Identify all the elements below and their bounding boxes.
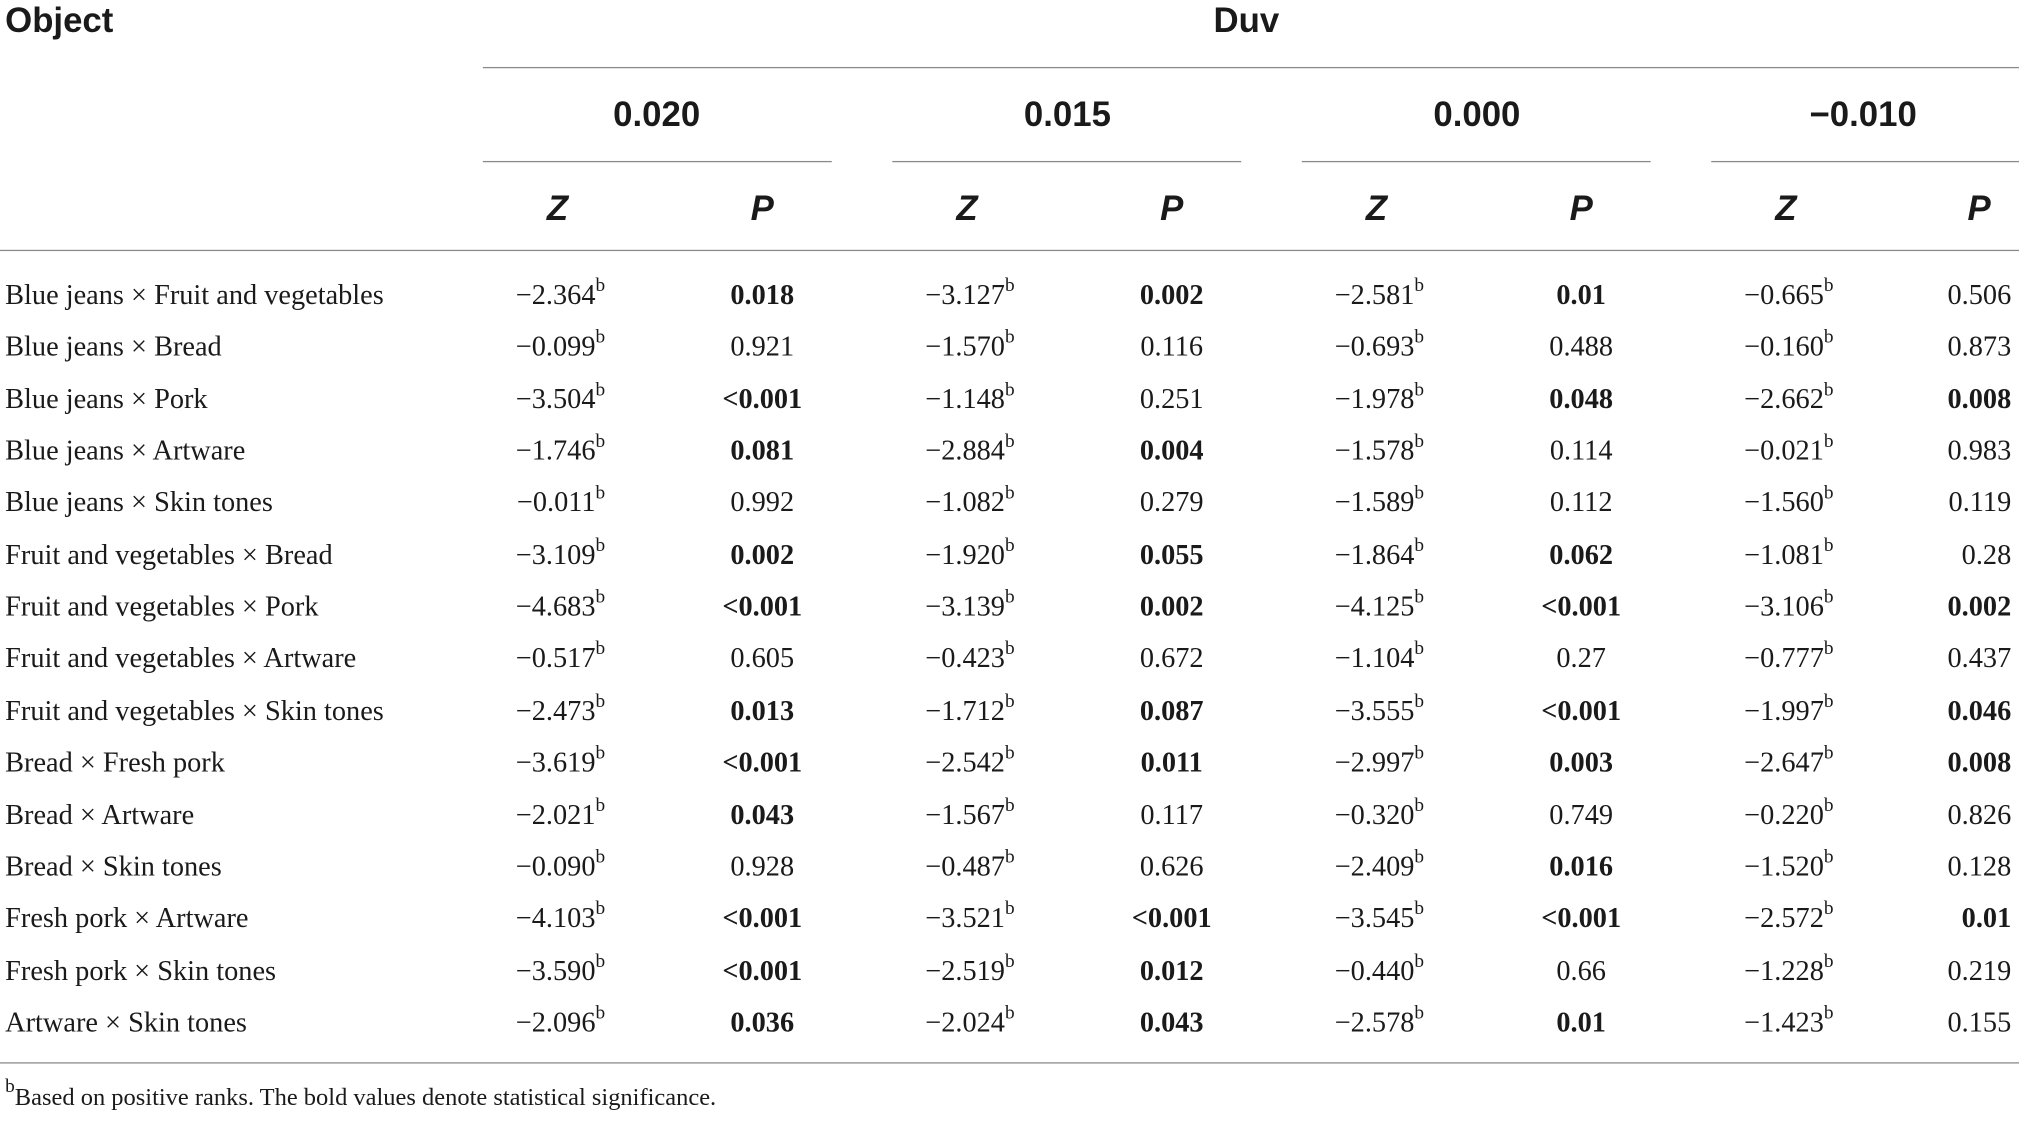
row-label: Blue jeans × Artware	[5, 433, 246, 467]
z-value	[516, 847, 605, 886]
z-number: −1.082	[925, 485, 1005, 519]
z-value	[1335, 431, 1424, 470]
row-label: Fruit and vegetables × Artware	[5, 641, 357, 674]
z-superscript: b	[1823, 431, 1834, 453]
p-value: 0.114	[1549, 433, 1613, 467]
p-value: 0.116	[1140, 330, 1204, 363]
z-number: −1.746	[515, 433, 596, 467]
z-number: −0.693	[1334, 330, 1415, 363]
z-number: −1.104	[1334, 641, 1415, 674]
p-value: 0.036	[730, 1005, 795, 1038]
z-value	[1744, 276, 1833, 315]
row-label: Fruit and vegetables × Bread	[5, 537, 333, 571]
z-superscript: b	[1004, 431, 1015, 453]
p-value: 0.112	[1549, 485, 1613, 519]
z-number: −1.228	[1744, 953, 1824, 986]
duv-level-rule	[483, 161, 832, 162]
z-number: −2.519	[925, 953, 1005, 986]
row-label: Fruit and vegetables × Skin tones	[5, 693, 384, 726]
p-value: 0.928	[730, 849, 795, 882]
z-value	[1744, 743, 1833, 782]
z-number: −0.423	[925, 641, 1005, 674]
p-value: 0.27	[1556, 641, 1606, 674]
row-label: Blue jeans × Fruit and vegetables	[5, 278, 384, 311]
z-number: −0.487	[925, 849, 1005, 882]
z-number: −3.521	[925, 901, 1005, 934]
p-value: 0.008	[1947, 382, 2012, 415]
z-superscript: b	[1823, 1002, 1834, 1024]
z-value	[1335, 1003, 1424, 1042]
z-number: −1.578	[1334, 433, 1415, 467]
z-value	[1744, 899, 1833, 938]
z-column-header: Z	[1365, 189, 1388, 228]
z-superscript: b	[1004, 847, 1015, 868]
duv-level-rule	[892, 161, 1241, 162]
z-superscript: b	[1823, 483, 1834, 504]
p-value: 0.506	[1947, 278, 2012, 311]
z-number: −2.647	[1744, 745, 1824, 778]
z-value	[1335, 587, 1424, 626]
p-value: 0.087	[1139, 693, 1204, 726]
p-value: <0.001	[722, 745, 803, 778]
z-superscript: b	[595, 379, 606, 401]
p-value: 0.016	[1549, 849, 1614, 882]
duv-level-rule	[1711, 161, 2019, 162]
z-superscript: b	[1414, 691, 1425, 712]
z-number: −3.619	[515, 745, 596, 778]
duv-level-header: 0.020	[613, 95, 701, 134]
p-value: 0.605	[730, 641, 795, 674]
p-value: 0.002	[730, 537, 795, 571]
z-value	[925, 743, 1014, 782]
z-value	[1744, 431, 1833, 470]
p-value: 0.055	[1139, 537, 1204, 571]
p-value: <0.001	[1541, 901, 1622, 934]
z-superscript: b	[1823, 691, 1834, 712]
p-value: 0.011	[1140, 745, 1203, 778]
z-value	[1335, 691, 1424, 730]
z-superscript: b	[1004, 535, 1015, 556]
z-superscript: b	[595, 275, 606, 297]
p-value: 0.062	[1549, 537, 1614, 571]
row-label: Bread × Fresh pork	[5, 745, 225, 778]
z-value	[516, 743, 605, 782]
z-number: −1.081	[1744, 537, 1824, 571]
z-value	[1335, 379, 1424, 418]
z-number: −0.220	[1744, 797, 1824, 830]
row-label: Artware × Skin tones	[5, 1005, 247, 1038]
z-value	[1744, 379, 1833, 418]
z-number: −4.103	[515, 901, 596, 934]
z-superscript: b	[595, 743, 606, 764]
p-value: 0.251	[1139, 382, 1204, 415]
z-value	[1744, 951, 1833, 990]
z-number: −3.590	[515, 953, 596, 986]
z-value	[1335, 743, 1424, 782]
z-number: −4.125	[1334, 589, 1415, 623]
z-value	[516, 587, 605, 626]
row-label: Bread × Artware	[5, 797, 195, 830]
p-value: <0.001	[722, 901, 803, 934]
z-value	[1744, 1003, 1833, 1042]
z-value	[516, 691, 605, 730]
z-value	[925, 587, 1014, 626]
z-superscript: b	[595, 327, 606, 349]
z-superscript: b	[1004, 691, 1015, 712]
header-bottom-rule	[0, 250, 2019, 251]
p-value: 0.043	[1139, 1005, 1204, 1038]
z-value	[925, 1003, 1014, 1042]
z-superscript: b	[1414, 795, 1425, 816]
p-value: 0.488	[1549, 330, 1614, 363]
z-superscript: b	[595, 587, 606, 608]
row-label: Fruit and vegetables × Pork	[5, 589, 319, 623]
z-number: −2.581	[1334, 278, 1415, 311]
footnote-text: Based on positive ranks. The bold values denote statistical significance.	[14, 1084, 717, 1112]
p-value: 0.626	[1139, 849, 1204, 882]
z-number: −0.665	[1744, 278, 1824, 311]
z-superscript: b	[1823, 379, 1834, 401]
duv-level-rule	[1302, 161, 1651, 162]
z-superscript: b	[1414, 483, 1425, 504]
z-value	[925, 276, 1014, 315]
z-value	[516, 431, 605, 470]
row-label: Blue jeans × Bread	[5, 330, 222, 363]
p-value: 0.013	[730, 693, 795, 726]
z-superscript: b	[1004, 743, 1015, 764]
z-number: −3.127	[925, 278, 1005, 311]
duv-group-rule	[483, 67, 2019, 68]
z-value	[1335, 483, 1424, 522]
z-number: −2.542	[925, 745, 1005, 778]
z-superscript: b	[1004, 587, 1015, 608]
p-value: <0.001	[722, 589, 803, 623]
p-value: 0.279	[1139, 485, 1204, 519]
z-number: −3.504	[515, 382, 596, 415]
p-value: 0.01	[1556, 278, 1606, 311]
z-superscript: b	[1823, 639, 1834, 660]
row-label: Fresh pork × Skin tones	[5, 953, 277, 986]
z-value	[1335, 951, 1424, 990]
p-column-header: P	[1967, 189, 1991, 228]
p-value: 0.01	[1961, 901, 2012, 934]
z-superscript: b	[1414, 950, 1425, 972]
row-label: Fresh pork × Artware	[5, 901, 249, 934]
z-superscript: b	[595, 431, 606, 453]
z-superscript: b	[1823, 950, 1834, 972]
z-column-header: Z	[956, 189, 978, 228]
z-number: −1.520	[1744, 849, 1824, 882]
row-label: Blue jeans × Pork	[5, 382, 208, 415]
z-value	[516, 639, 605, 678]
z-number: −1.589	[1334, 485, 1415, 519]
z-number: −1.148	[925, 382, 1005, 415]
z-number: −3.555	[1334, 693, 1415, 726]
z-number: −3.139	[925, 589, 1005, 623]
z-value	[516, 951, 605, 990]
z-superscript: b	[1004, 483, 1015, 504]
z-value	[1744, 587, 1833, 626]
z-value	[1335, 795, 1424, 834]
z-number: −0.090	[515, 849, 596, 882]
z-number: −2.578	[1334, 1005, 1415, 1038]
z-value	[925, 795, 1014, 834]
z-value	[1335, 847, 1424, 886]
p-value: 0.117	[1140, 797, 1204, 830]
z-superscript: b	[1004, 639, 1015, 660]
z-number: −1.997	[1744, 693, 1824, 726]
z-superscript: b	[1414, 275, 1425, 297]
z-number: −0.440	[1334, 953, 1415, 986]
z-number: −0.011	[516, 485, 596, 519]
p-value: 0.01	[1556, 1005, 1606, 1038]
z-number: −2.572	[1744, 901, 1824, 934]
z-superscript: b	[1414, 1002, 1425, 1024]
z-superscript: b	[1004, 327, 1015, 349]
z-superscript: b	[1414, 587, 1425, 608]
z-value	[925, 691, 1014, 730]
z-value	[925, 431, 1014, 470]
z-number: −1.560	[1744, 485, 1824, 519]
z-number: −1.570	[925, 330, 1005, 363]
z-superscript: b	[1823, 587, 1834, 608]
p-value: 0.119	[1948, 485, 2012, 519]
z-value	[516, 1003, 605, 1042]
z-value	[1744, 847, 1833, 886]
z-number: −2.662	[1744, 382, 1824, 415]
z-value	[925, 379, 1014, 418]
z-value	[1744, 639, 1833, 678]
p-value: 0.155	[1947, 1005, 2012, 1038]
p-value: <0.001	[722, 953, 803, 986]
p-value: 0.081	[730, 433, 795, 467]
z-superscript: b	[595, 847, 606, 868]
p-value: 0.046	[1947, 693, 2012, 726]
z-number: −2.997	[1334, 745, 1415, 778]
z-value	[1335, 899, 1424, 938]
z-number: −3.106	[1744, 589, 1824, 623]
p-value: 0.043	[730, 797, 795, 830]
z-value	[925, 483, 1014, 522]
z-number: −0.517	[515, 641, 596, 674]
duv-level-header: 0.000	[1433, 95, 1521, 134]
z-value	[1744, 535, 1833, 574]
z-number: −4.683	[515, 589, 596, 623]
z-superscript: b	[1823, 275, 1834, 297]
z-number: −1.567	[925, 797, 1005, 830]
z-superscript: b	[1823, 795, 1834, 816]
z-superscript: b	[1004, 950, 1015, 972]
z-number: −3.545	[1334, 901, 1415, 934]
z-superscript: b	[595, 1002, 606, 1024]
duv-level-header: 0.015	[1023, 95, 1111, 134]
z-value	[516, 535, 605, 574]
z-superscript: b	[1414, 898, 1425, 920]
z-superscript: b	[1414, 535, 1425, 556]
p-value: 0.128	[1947, 849, 2012, 882]
p-value: 0.749	[1549, 797, 1614, 830]
p-value: <0.001	[1541, 693, 1622, 726]
z-superscript: b	[1823, 327, 1834, 349]
z-value	[1335, 327, 1424, 366]
p-value: 0.992	[730, 485, 795, 519]
z-superscript: b	[1414, 379, 1425, 401]
z-superscript: b	[1823, 847, 1834, 868]
z-value	[925, 327, 1014, 366]
z-value	[925, 535, 1014, 574]
z-value	[925, 951, 1014, 990]
duv-group-header: Duv	[1213, 1, 1280, 40]
z-superscript: b	[1004, 898, 1015, 920]
z-number: −2.409	[1334, 849, 1415, 882]
p-value: 0.004	[1139, 433, 1204, 467]
p-value: 0.66	[1556, 953, 1606, 986]
z-number: −2.096	[515, 1005, 596, 1038]
z-number: −1.920	[925, 537, 1005, 571]
p-value: 0.873	[1947, 330, 2012, 363]
z-superscript: b	[1004, 379, 1015, 401]
z-superscript: b	[1414, 639, 1425, 660]
footnote-marker: b	[5, 1076, 15, 1098]
z-number: −1.978	[1334, 382, 1415, 415]
z-superscript: b	[1004, 275, 1015, 297]
z-superscript: b	[1414, 743, 1425, 764]
z-number: −3.109	[515, 537, 596, 571]
z-superscript: b	[595, 795, 606, 816]
z-number: −2.021	[515, 797, 596, 830]
z-value	[516, 899, 605, 938]
p-value: 0.012	[1139, 953, 1204, 986]
row-label: Bread × Skin tones	[5, 849, 222, 882]
z-number: −1.864	[1334, 537, 1415, 571]
z-column-header: Z	[546, 189, 569, 228]
table-bottom-rule	[0, 1062, 2019, 1063]
z-superscript: b	[595, 950, 606, 972]
row-label: Blue jeans × Skin tones	[5, 485, 273, 519]
z-number: −0.160	[1744, 330, 1824, 363]
p-column-header: P	[1160, 189, 1184, 228]
z-value	[516, 276, 605, 315]
p-value: <0.001	[722, 382, 803, 415]
z-superscript: b	[1004, 795, 1015, 816]
z-superscript: b	[1823, 898, 1834, 920]
z-number: −0.099	[515, 330, 596, 363]
p-value: 0.826	[1947, 797, 2012, 830]
z-value	[516, 327, 605, 366]
z-value	[925, 899, 1014, 938]
z-value	[925, 847, 1014, 886]
p-value: 0.437	[1947, 641, 2012, 674]
z-number: −2.473	[515, 693, 596, 726]
z-superscript: b	[1823, 743, 1834, 764]
p-value: 0.28	[1961, 537, 2012, 571]
z-superscript: b	[1414, 327, 1425, 349]
z-value	[516, 379, 605, 418]
z-superscript: b	[595, 483, 606, 504]
z-value	[925, 639, 1014, 678]
z-number: −1.712	[925, 693, 1005, 726]
z-number: −2.884	[925, 433, 1005, 467]
p-value: 0.983	[1947, 433, 2012, 467]
p-value: 0.921	[730, 330, 795, 363]
z-superscript: b	[595, 639, 606, 660]
z-number: −2.024	[925, 1005, 1005, 1038]
z-value	[1744, 691, 1833, 730]
z-value	[1744, 327, 1833, 366]
p-column-header: P	[750, 189, 774, 228]
p-value: <0.001	[1541, 589, 1622, 623]
p-value: 0.048	[1549, 382, 1614, 415]
p-value: 0.002	[1139, 589, 1204, 623]
z-number: −0.320	[1334, 797, 1415, 830]
p-value: 0.002	[1139, 278, 1204, 311]
z-superscript: b	[1414, 847, 1425, 868]
z-superscript: b	[1823, 535, 1834, 556]
duv-level-header: −0.010	[1809, 95, 1917, 134]
p-value: 0.008	[1947, 745, 2012, 778]
p-value: <0.001	[1131, 901, 1212, 934]
z-value	[516, 795, 605, 834]
p-column-header: P	[1569, 189, 1593, 228]
object-column-header: Object	[5, 1, 114, 40]
p-value: 0.018	[730, 278, 795, 311]
p-value: 0.672	[1139, 641, 1204, 674]
z-superscript: b	[595, 535, 606, 556]
z-number: −0.021	[1744, 433, 1824, 467]
z-value	[1335, 639, 1424, 678]
z-superscript: b	[1004, 1002, 1015, 1024]
z-number: −2.364	[515, 278, 596, 311]
z-value	[517, 483, 605, 522]
z-superscript: b	[595, 898, 606, 920]
z-column-header: Z	[1775, 189, 1797, 228]
z-value	[1744, 483, 1833, 522]
z-value	[1335, 276, 1424, 315]
z-number: −1.423	[1744, 1005, 1824, 1038]
p-value: 0.002	[1947, 589, 2012, 623]
z-number: −0.777	[1744, 641, 1824, 674]
p-value: 0.219	[1947, 953, 2012, 986]
p-value: 0.003	[1549, 745, 1614, 778]
z-superscript: b	[595, 691, 606, 712]
z-superscript: b	[1414, 431, 1425, 453]
footnote	[5, 1076, 717, 1115]
z-value	[1335, 535, 1424, 574]
z-value	[1744, 795, 1833, 834]
